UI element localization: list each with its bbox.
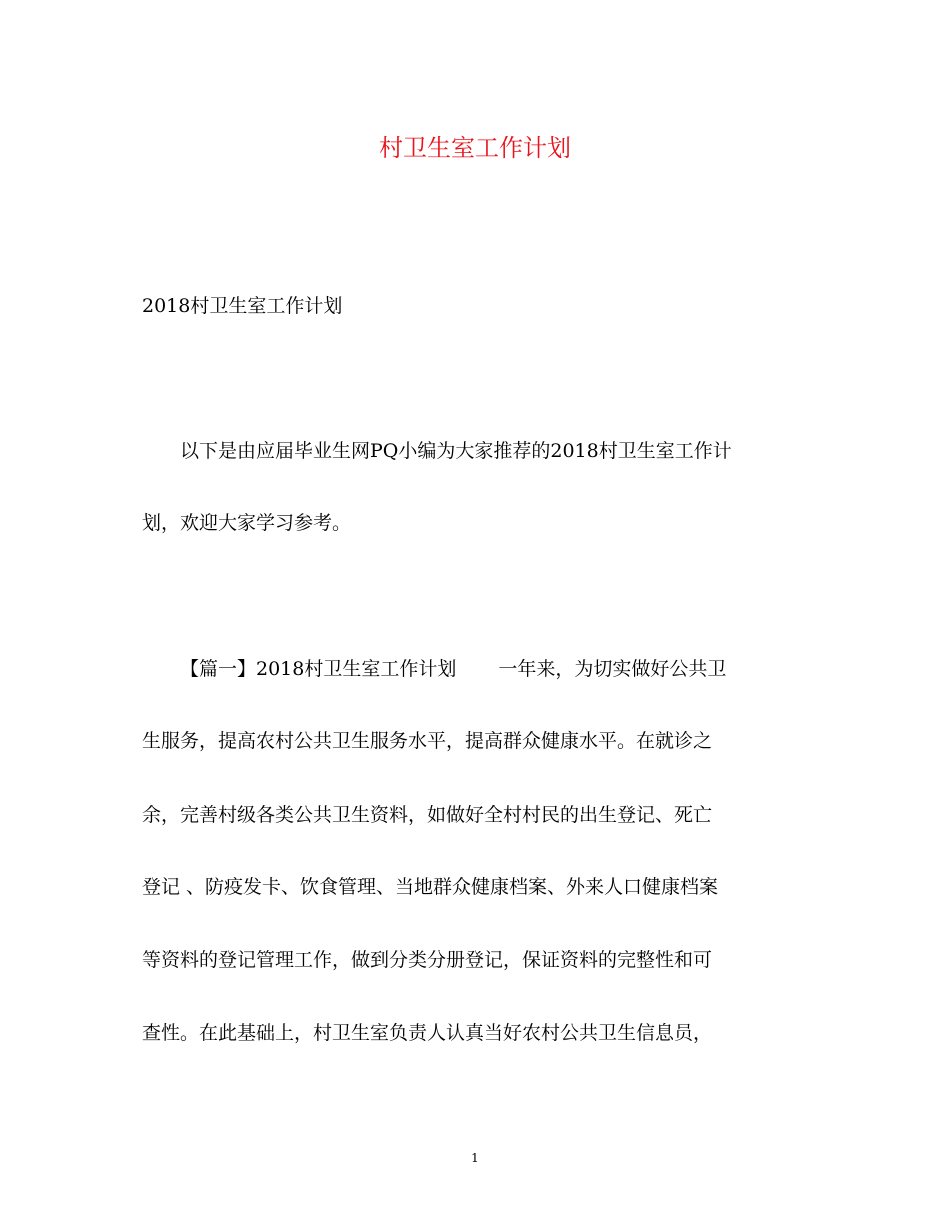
body-line-3: 登记 、防疫发卡、饮食管理、当地群众健康档案、外来人口健康档案 bbox=[142, 876, 719, 898]
section-first-line bbox=[180, 653, 726, 685]
body-line-2: 余，完善村级各类公共卫生资料，如做好全村村民的出生登记、死亡 bbox=[142, 804, 713, 826]
intro-line-1: 以下是由应届毕业生网PQ小编为大家推荐的2018村卫生室工作计 bbox=[180, 440, 732, 462]
section-first-line-text: 一年来，为切实做好公共卫 bbox=[498, 658, 727, 680]
document-title: 村卫生室工作计划 bbox=[379, 134, 571, 162]
intro-line-2: 划，欢迎大家学习参考。 bbox=[142, 512, 352, 534]
section-heading: 【篇一】2018村卫生室工作计划 bbox=[180, 658, 457, 680]
body-line-5: 查性。在此基础上，村卫生室负责人认真当好农村公共卫生信息员， bbox=[142, 1022, 713, 1044]
body-line-1: 生服务，提高农村公共卫生服务水平，提高群众健康水平。在就诊之 bbox=[142, 730, 713, 752]
body-line-4: 等资料的登记管理工作，做到分类分册登记，保证资料的完整性和可 bbox=[142, 949, 713, 971]
page-number: 1 bbox=[471, 1151, 479, 1165]
document-subtitle: 2018村卫生室工作计划 bbox=[142, 295, 343, 317]
